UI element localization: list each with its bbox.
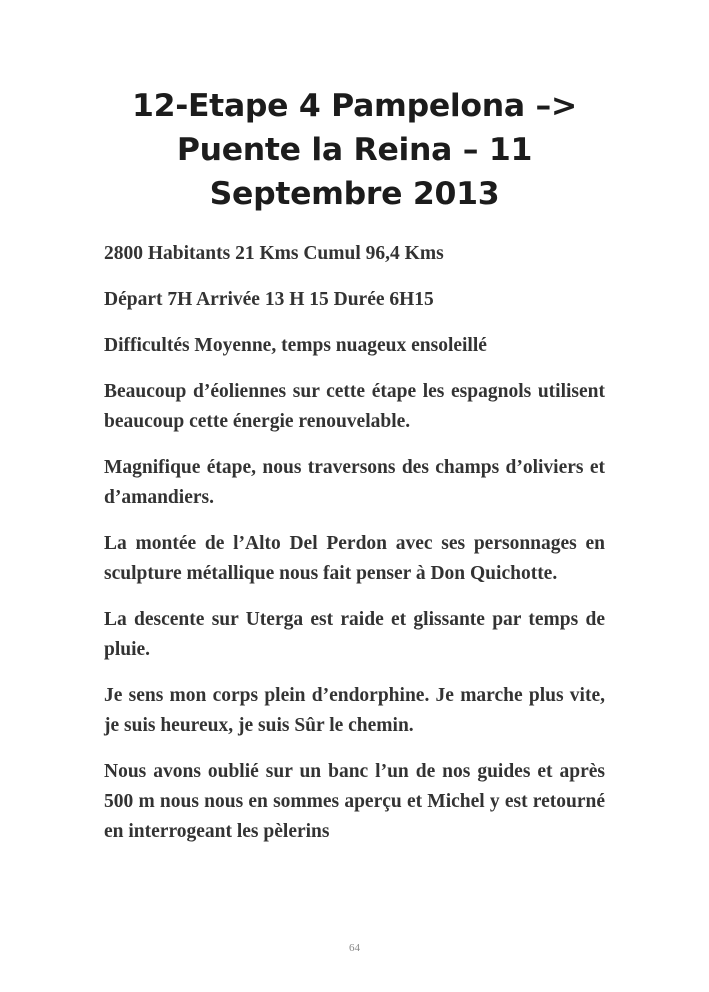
eoliennes-paragraph: Beaucoup d’éoliennes sur cette étape les espagnols utilisent beaucoup cette énergie renouvelable. <box>104 381 605 432</box>
page-number: 64 <box>349 942 360 954</box>
descente-paragraph: La descente sur Uterga est raide et glissante par temps de pluie. <box>104 609 605 660</box>
page-title <box>100 84 609 216</box>
magnifique-paragraph: Magnifique étape, nous traversons des champs d’oliviers et d’amandiers. <box>104 457 605 508</box>
difficulty-paragraph: Difficultés Moyenne, temps nuageux ensoleillé <box>104 335 487 356</box>
title-line-3: Septembre 2013 <box>209 176 500 212</box>
guide-oublie-paragraph: Nous avons oublié sur un banc l’un de nos guides et après 500 m nous nous en sommes aperçu et Michel y est retourné en interrogeant les pèlerins <box>104 761 605 842</box>
body-text <box>104 239 605 847</box>
endorphine-paragraph: Je sens mon corps plein d’endorphine. Je marche plus vite, je suis heureux, je suis Sûr le chemin. <box>104 685 605 736</box>
times-paragraph: Départ 7H Arrivée 13 H 15 Durée 6H15 <box>104 289 434 310</box>
stats-paragraph: 2800 Habitants 21 Kms Cumul 96,4 Kms <box>104 243 444 264</box>
title-line-1: 12-Etape 4 Pampelona –> <box>131 88 578 124</box>
alto-del-perdon-paragraph: La montée de l’Alto Del Perdon avec ses personnages en sculpture métallique nous fait penser à Don Quichotte. <box>104 533 605 584</box>
title-line-2: Puente la Reina – 11 <box>176 132 533 168</box>
